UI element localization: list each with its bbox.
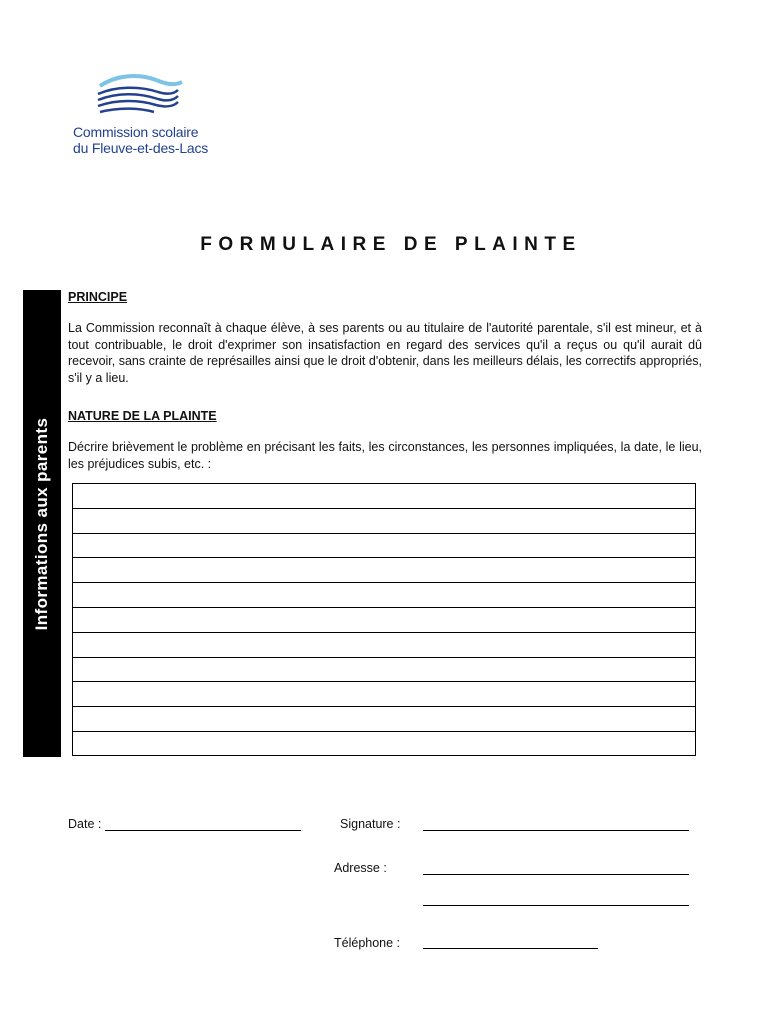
signature-label: Signature :: [340, 817, 401, 831]
telephone-label: Téléphone :: [334, 936, 401, 950]
complaint-text-lines[interactable]: [72, 483, 696, 756]
writing-line[interactable]: [73, 707, 695, 732]
page-title: FORMULAIRE DE PLAINTE: [200, 234, 582, 255]
wave-logo-icon: [96, 72, 186, 122]
signature-field[interactable]: [423, 830, 689, 831]
writing-line[interactable]: [73, 633, 695, 658]
writing-line[interactable]: [73, 682, 695, 707]
nature-heading: NATURE DE LA PLAINTE: [68, 409, 217, 423]
telephone-field[interactable]: [423, 948, 598, 949]
writing-line[interactable]: [73, 608, 695, 633]
writing-line[interactable]: [73, 732, 695, 757]
date-label: Date :: [68, 817, 102, 831]
writing-line[interactable]: [73, 583, 695, 608]
writing-line[interactable]: [73, 658, 695, 683]
principe-heading: PRINCIPE: [68, 290, 128, 304]
writing-line[interactable]: [73, 484, 695, 509]
logo-line-1: Commission scolaire: [73, 124, 199, 140]
principe-text: La Commission reconnaît à chaque élève, à ses parents ou au titulaire de l'autorité parentale, s'il est mineur, et à tout contribuable, le droit d'exprimer son insatisfaction en regard des services qu'il a reçus ou qu'il aurait dû recevoir, sans crainte de représailles ainsi que le droit d'obtenir, dans les meilleurs délais, les correctifs appropriés, s'il y a lieu.: [68, 321, 702, 385]
date-field[interactable]: [105, 830, 301, 831]
sidebar-band: [23, 290, 61, 757]
nature-text: Décrire brièvement le problème en précisant les faits, les circonstances, les personnes impliquées, la date, le lieu, les préjudices subis, etc. :: [68, 440, 702, 471]
logo: [70, 72, 230, 162]
logo-text: [73, 124, 208, 156]
adresse-label: Adresse :: [334, 861, 387, 875]
sidebar-label: Informations aux parents: [32, 417, 51, 631]
logo-line-2: du Fleuve-et-des-Lacs: [73, 140, 209, 156]
adresse-field-line-1[interactable]: [423, 874, 689, 875]
writing-line[interactable]: [73, 558, 695, 583]
writing-line[interactable]: [73, 509, 695, 534]
writing-line[interactable]: [73, 534, 695, 559]
adresse-field-line-2[interactable]: [423, 905, 689, 906]
